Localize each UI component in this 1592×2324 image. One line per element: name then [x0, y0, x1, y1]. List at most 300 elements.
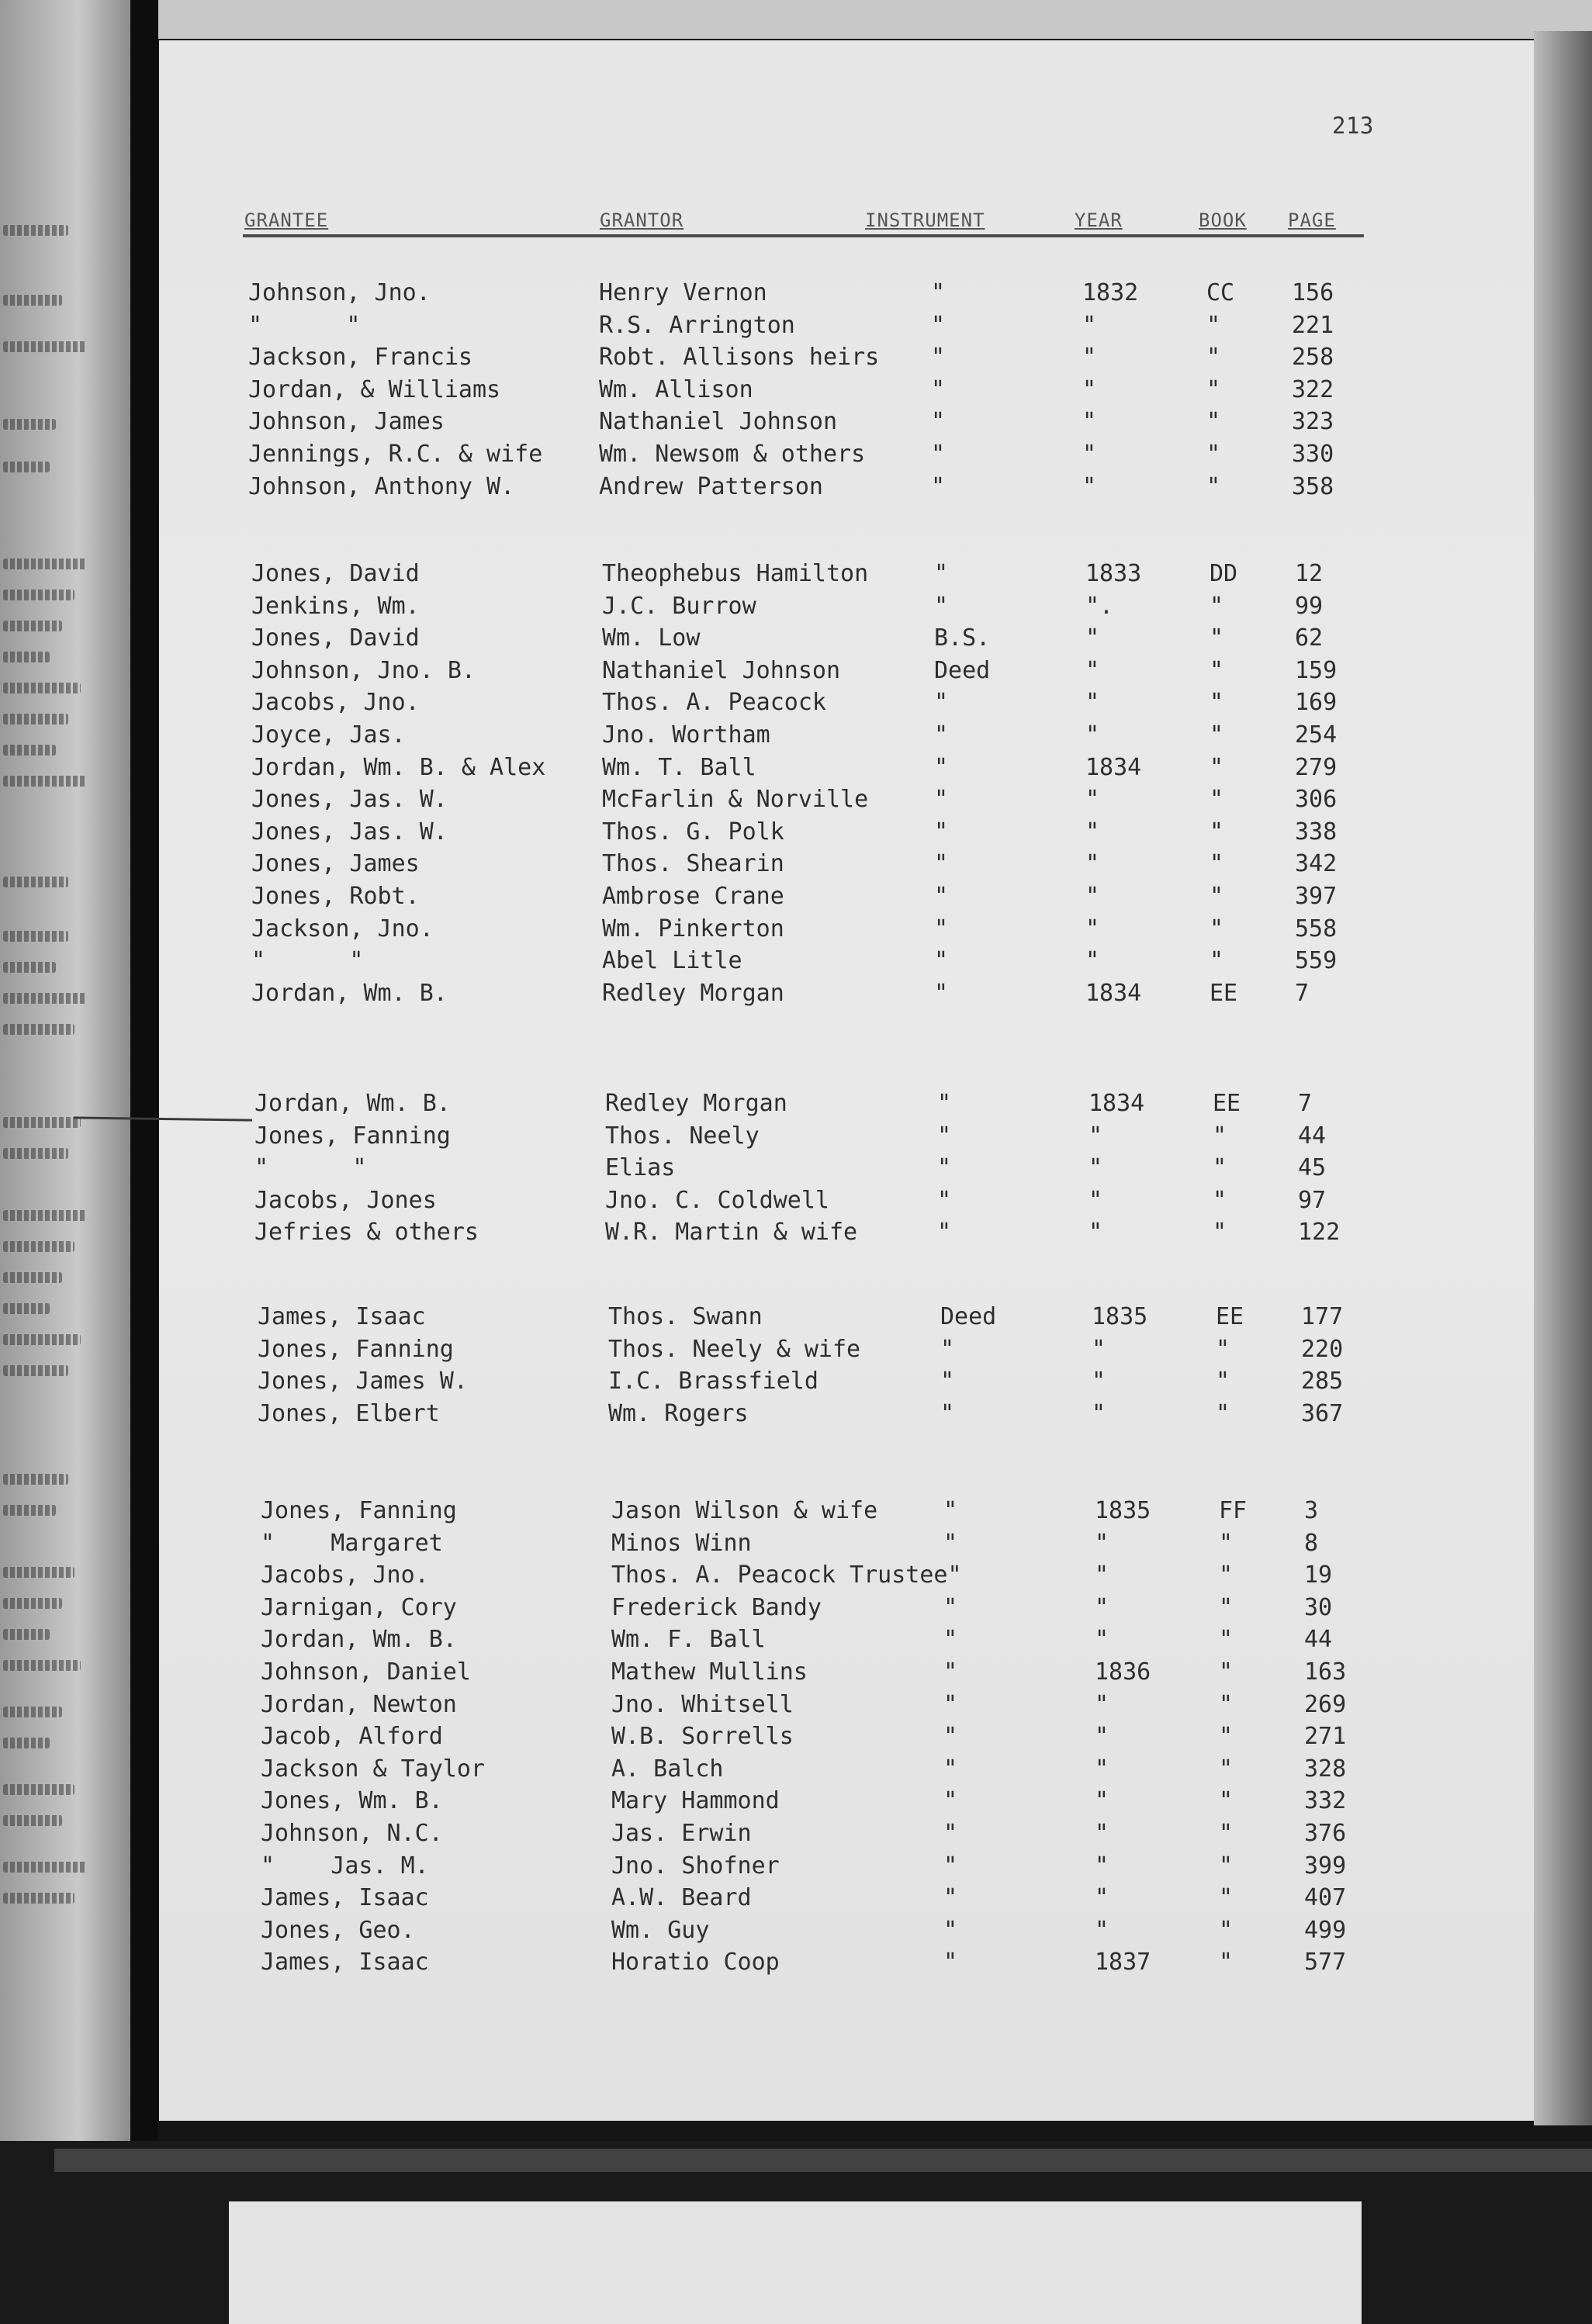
cell-page: 99: [1295, 592, 1324, 620]
index-row: [261, 1497, 1378, 1530]
cell-page: 332: [1304, 1787, 1347, 1815]
cell-grantor: W.B. Sorrells: [611, 1723, 794, 1751]
index-row: [254, 1154, 1372, 1187]
cell-instrument: ": [931, 472, 946, 500]
left-facing-page: [0, 0, 130, 2141]
left-page-text-fragment: [3, 877, 68, 887]
cell-grantor: Wm. F. Ball: [611, 1626, 766, 1654]
cell-page: 358: [1292, 472, 1334, 500]
cell-grantor: Wm. Allison: [599, 375, 753, 403]
cell-book: EE: [1216, 1303, 1244, 1330]
index-row: [251, 786, 1369, 818]
cell-page: 328: [1304, 1755, 1347, 1783]
left-page-text-fragment: [3, 1738, 50, 1748]
cell-instrument: ": [934, 689, 949, 717]
cell-book: ": [1210, 624, 1224, 652]
cell-year: ": [1085, 721, 1100, 749]
left-page-text-fragment: [3, 1893, 74, 1904]
cell-year: ": [1095, 1561, 1109, 1589]
index-row: [254, 1122, 1372, 1155]
cell-grantor: Jno. C. Coldwell: [605, 1186, 829, 1214]
cell-page: 558: [1295, 915, 1338, 942]
cell-grantor: Andrew Patterson: [599, 472, 823, 500]
cell-page: 62: [1295, 624, 1324, 652]
cell-page: 254: [1295, 721, 1338, 749]
cell-year: ": [1095, 1787, 1109, 1815]
cell-grantee: Jones, David: [251, 624, 420, 652]
index-row: [248, 376, 1365, 409]
index-row: [251, 883, 1369, 915]
cell-grantee: Jarnigan, Cory: [261, 1593, 457, 1621]
cell-book: ": [1216, 1335, 1230, 1363]
cell-year: ": [1082, 344, 1097, 372]
cell-grantee: Jefries & others: [254, 1219, 479, 1247]
cell-year: ": [1095, 1820, 1109, 1847]
cell-grantor: A.W. Beard: [611, 1884, 752, 1912]
cell-instrument: B.S.: [934, 624, 991, 652]
left-page-text-fragment: [3, 295, 62, 306]
cell-instrument: ": [943, 1949, 958, 1976]
cell-page: 271: [1304, 1723, 1347, 1751]
cell-book: ": [1206, 408, 1221, 436]
cell-grantee: Jones, Geo.: [261, 1916, 415, 1944]
cell-grantee: Jones, Robt.: [251, 883, 420, 910]
cell-grantee: " ": [251, 947, 364, 975]
cell-book: ": [1210, 656, 1224, 684]
cell-page: 376: [1304, 1820, 1347, 1847]
cell-page: 342: [1295, 850, 1338, 878]
cell-book: CC: [1206, 279, 1235, 306]
cell-grantee: Jordan, Wm. B.: [261, 1626, 457, 1654]
cell-grantee: " Jas. M.: [261, 1852, 429, 1880]
left-page-text-fragment: [3, 621, 62, 631]
cell-book: ": [1210, 915, 1224, 942]
cell-instrument: ": [934, 883, 949, 910]
cell-instrument: ": [943, 1529, 958, 1557]
cell-instrument: ": [934, 721, 949, 749]
cell-year: ": [1085, 850, 1100, 878]
cell-book: DD: [1210, 560, 1238, 587]
cell-grantor: Wm. Pinkerton: [602, 915, 784, 942]
cell-instrument: ": [931, 408, 946, 436]
cell-grantor: Wm. Guy: [611, 1916, 710, 1944]
cell-instrument: Deed: [940, 1303, 997, 1330]
cell-grantee: James, Isaac: [261, 1884, 429, 1912]
header-page: PAGE: [1288, 209, 1336, 231]
cell-book: ": [1213, 1219, 1227, 1247]
cell-book: FF: [1219, 1497, 1248, 1524]
book-binding: [130, 0, 158, 2141]
index-row: [261, 1626, 1378, 1658]
index-row: [254, 1219, 1372, 1251]
cell-page: 122: [1298, 1219, 1341, 1247]
cell-page: 156: [1292, 279, 1334, 306]
cell-year: ": [1092, 1335, 1106, 1363]
cell-instrument: ": [937, 1122, 952, 1150]
cell-page: 330: [1292, 441, 1334, 468]
cell-page: 279: [1295, 753, 1338, 781]
cell-grantee: Jacobs, Jones: [254, 1186, 437, 1214]
index-row: [261, 1530, 1378, 1562]
cell-grantor: Wm. Rogers: [608, 1399, 749, 1427]
index-row: [261, 1561, 1378, 1594]
left-page-text-fragment: [3, 931, 68, 942]
cell-year: ": [1085, 818, 1100, 846]
cell-grantee: Jenkins, Wm.: [251, 592, 420, 620]
cell-grantor: Mary Hammond: [611, 1787, 780, 1815]
left-page-text-fragment: [3, 1148, 68, 1159]
left-page-text-fragment: [3, 419, 56, 430]
cell-book: ": [1219, 1690, 1234, 1718]
index-row: [248, 279, 1365, 312]
cell-year: 1836: [1095, 1658, 1151, 1686]
cell-grantor: Mathew Mullins: [611, 1658, 808, 1686]
cell-page: 163: [1304, 1658, 1347, 1686]
cell-book: ": [1206, 311, 1221, 339]
cell-grantor: Thos. Shearin: [602, 850, 784, 878]
cell-instrument: ": [943, 1593, 958, 1621]
left-page-text-fragment: [3, 1784, 74, 1795]
left-page-text-fragment: [3, 1024, 74, 1035]
cell-year: ": [1092, 1368, 1106, 1395]
index-row: [251, 980, 1369, 1012]
bottom-rule: [54, 2149, 1592, 2172]
cell-book: ": [1210, 883, 1224, 910]
cell-grantor: Jno. Whitsell: [611, 1690, 794, 1718]
cell-year: ": [1082, 472, 1097, 500]
index-row: [248, 441, 1365, 473]
cell-instrument: ": [943, 1690, 958, 1718]
cell-page: 44: [1304, 1626, 1333, 1654]
cell-book: ": [1219, 1884, 1234, 1912]
cell-instrument: ": [931, 311, 946, 339]
cell-instrument: ": [931, 441, 946, 468]
index-row: [261, 1658, 1378, 1691]
cell-year: ": [1088, 1154, 1103, 1182]
header-grantor: GRANTOR: [600, 209, 684, 231]
cell-book: ": [1206, 344, 1221, 372]
cell-year: 1835: [1092, 1303, 1148, 1330]
cell-book: ": [1206, 441, 1221, 468]
cell-instrument: ": [943, 1916, 958, 1944]
cell-page: 577: [1304, 1949, 1347, 1976]
cell-instrument: ": [934, 786, 949, 814]
cell-grantee: Jones, James W.: [258, 1368, 468, 1395]
header-grantee: GRANTEE: [244, 209, 329, 231]
left-page-text-fragment: [3, 1660, 81, 1671]
index-row: [248, 312, 1365, 344]
left-page-text-fragment: [3, 1815, 62, 1826]
cell-book: ": [1210, 850, 1224, 878]
cell-grantee: James, Isaac: [261, 1949, 429, 1976]
cell-grantor: Theophebus Hamilton: [602, 560, 869, 587]
cell-year: ": [1088, 1219, 1103, 1247]
cell-grantor: Minos Winn: [611, 1529, 752, 1557]
page-edge-shadow: [1534, 31, 1592, 2125]
cell-grantee: Johnson, N.C.: [261, 1820, 443, 1847]
cell-grantor: Frederick Bandy: [611, 1593, 822, 1621]
left-page-text-fragment: [3, 776, 87, 787]
header-year: YEAR: [1075, 209, 1123, 231]
cell-book: ": [1210, 689, 1224, 717]
cell-book: ": [1219, 1658, 1234, 1686]
left-page-text-fragment: [3, 714, 68, 725]
cell-grantee: James, Isaac: [258, 1303, 426, 1330]
cell-book: ": [1219, 1916, 1234, 1944]
cell-book: ": [1219, 1852, 1234, 1880]
cell-page: 407: [1304, 1884, 1347, 1912]
cell-year: ": [1092, 1399, 1106, 1427]
cell-grantee: Jordan, Wm. B.: [254, 1090, 451, 1117]
header-book: BOOK: [1199, 209, 1247, 231]
index-row: [251, 721, 1369, 754]
left-page-text-fragment: [3, 1474, 68, 1485]
header-instrument: INSTRUMENT: [865, 209, 985, 231]
left-page-text-fragment: [3, 559, 87, 569]
cell-page: 220: [1301, 1335, 1344, 1363]
cell-grantee: Johnson, James: [248, 408, 445, 436]
cell-page: 159: [1295, 656, 1338, 684]
cell-instrument: ": [943, 1626, 958, 1654]
cell-page: 169: [1295, 689, 1338, 717]
cell-year: ": [1082, 408, 1097, 436]
cell-instrument: ": [934, 818, 949, 846]
cell-year: 1834: [1085, 753, 1142, 781]
cell-book: ": [1219, 1529, 1234, 1557]
cell-page: 323: [1292, 408, 1334, 436]
cell-year: ": [1095, 1690, 1109, 1718]
left-page-text-fragment: [3, 1334, 81, 1345]
cell-grantee: Jackson & Taylor: [261, 1755, 485, 1783]
cell-grantee: Jordan, Wm. B.: [251, 979, 448, 1007]
cell-grantee: Jones, Jas. W.: [251, 786, 448, 814]
index-row: [248, 408, 1365, 441]
cell-instrument: ": [943, 1723, 958, 1751]
cell-grantee: " Margaret: [261, 1529, 443, 1557]
cell-instrument: ": [940, 1368, 955, 1395]
cell-grantee: Joyce, Jas.: [251, 721, 406, 749]
cell-page: 97: [1298, 1186, 1327, 1214]
cell-year: ".: [1085, 592, 1114, 620]
left-page-text-fragment: [3, 1210, 87, 1221]
cell-grantee: Jennings, R.C. & wife: [248, 441, 543, 468]
cell-book: ": [1219, 1787, 1234, 1815]
cell-year: ": [1085, 786, 1100, 814]
cell-page: 7: [1298, 1090, 1313, 1117]
cell-grantor: Redley Morgan: [602, 979, 784, 1007]
cell-instrument: ": [943, 1787, 958, 1815]
cell-book: ": [1219, 1723, 1234, 1751]
cell-page: 258: [1292, 344, 1334, 372]
left-page-text-fragment: [3, 225, 68, 236]
cell-grantor: Elias: [605, 1154, 676, 1182]
cell-page: 269: [1304, 1690, 1347, 1718]
cell-book: ": [1206, 375, 1221, 403]
cell-year: ": [1085, 883, 1100, 910]
index-row: [258, 1336, 1375, 1368]
cell-book: EE: [1213, 1090, 1241, 1117]
cell-grantor: Abel Litle: [602, 947, 742, 975]
index-row: [251, 689, 1369, 721]
cell-year: ": [1082, 441, 1097, 468]
top-edge: [158, 0, 1592, 39]
left-page-text-fragment: [3, 1303, 50, 1314]
index-row: [261, 1820, 1378, 1852]
left-page-text-fragment: [3, 1365, 68, 1376]
cell-grantee: Jones, David: [251, 560, 420, 587]
cell-grantor: Wm. Low: [602, 624, 701, 652]
left-page-text-fragment: [3, 1272, 62, 1283]
cell-book: ": [1213, 1186, 1227, 1214]
cell-year: 1835: [1095, 1497, 1151, 1524]
cell-grantor: J.C. Burrow: [602, 592, 756, 620]
cell-page: 19: [1304, 1561, 1333, 1589]
cell-year: ": [1088, 1186, 1103, 1214]
cell-grantee: Jones, Fanning: [258, 1335, 454, 1363]
cell-year: 1837: [1095, 1949, 1151, 1976]
index-row: [251, 915, 1369, 948]
cell-instrument: ": [931, 375, 946, 403]
cell-grantee: Jackson, Jno.: [251, 915, 434, 942]
left-page-text-fragment: [3, 1117, 81, 1128]
cell-grantor: Thos. A. Peacock: [602, 689, 826, 717]
index-row: [261, 1755, 1378, 1788]
cell-instrument: ": [934, 592, 949, 620]
cell-book: ": [1216, 1399, 1230, 1427]
cell-page: 7: [1295, 979, 1310, 1007]
cell-grantor: Thos. Neely: [605, 1122, 760, 1150]
cell-instrument: ": [940, 1335, 955, 1363]
cell-grantee: Jones, Wm. B.: [261, 1787, 443, 1815]
index-row: [251, 818, 1369, 851]
cell-grantor: Nathaniel Johnson: [599, 408, 838, 436]
index-row: [261, 1852, 1378, 1885]
cell-page: 306: [1295, 786, 1338, 814]
index-row: [261, 1949, 1378, 1981]
cell-book: ": [1210, 818, 1224, 846]
cell-book: ": [1210, 592, 1224, 620]
left-page-text-fragment: [3, 1567, 74, 1578]
cell-instrument: ": [943, 1820, 958, 1847]
left-page-text-fragment: [3, 683, 81, 693]
header-underline: [243, 234, 1364, 237]
cell-year: ": [1095, 1626, 1109, 1654]
cell-grantor: W.R. Martin & wife: [605, 1219, 858, 1247]
cell-grantee: Jones, James: [251, 850, 420, 878]
index-row: [261, 1723, 1378, 1755]
index-row: [248, 344, 1365, 376]
cell-page: 30: [1304, 1593, 1333, 1621]
cell-grantor: Jason Wilson & wife: [611, 1497, 878, 1524]
index-row: [258, 1303, 1375, 1336]
left-page-text-fragment: [3, 1862, 87, 1873]
cell-grantee: Jones, Elbert: [258, 1399, 440, 1427]
cell-book: ": [1219, 1949, 1234, 1976]
cell-book: ": [1213, 1122, 1227, 1150]
cell-grantee: Johnson, Anthony W.: [248, 472, 515, 500]
cell-grantee: Jones, Fanning: [254, 1122, 451, 1150]
cell-grantor: Nathaniel Johnson: [602, 656, 841, 684]
cell-grantee: Jacob, Alford: [261, 1723, 443, 1751]
cell-page: 8: [1304, 1529, 1319, 1557]
index-row: [261, 1884, 1378, 1917]
cell-grantor: Jas. Erwin: [611, 1820, 752, 1847]
cell-year: ": [1085, 689, 1100, 717]
cell-grantee: Jackson, Francis: [248, 344, 472, 372]
cell-page: 322: [1292, 375, 1334, 403]
cell-instrument: ": [937, 1090, 952, 1117]
cell-instrument: ": [943, 1852, 958, 1880]
index-row: [251, 624, 1369, 657]
cell-page: 397: [1295, 883, 1338, 910]
index-row: [261, 1787, 1378, 1820]
cell-page: 499: [1304, 1916, 1347, 1944]
cell-grantor: Thos. Swann: [608, 1303, 763, 1330]
left-page-text-fragment: [3, 745, 56, 756]
index-row: [251, 657, 1369, 690]
cell-page: 338: [1295, 818, 1338, 846]
cell-book: ": [1219, 1626, 1234, 1654]
cell-grantor: Thos. A. Peacock Trustee": [611, 1561, 962, 1589]
index-row: [261, 1917, 1378, 1949]
cell-year: ": [1095, 1884, 1109, 1912]
cell-book: ": [1210, 753, 1224, 781]
index-row: [261, 1594, 1378, 1627]
cell-book: EE: [1210, 979, 1238, 1007]
left-page-text-fragment: [3, 462, 50, 472]
cell-grantee: Jacobs, Jno.: [251, 689, 420, 717]
index-row: [258, 1400, 1375, 1433]
cell-year: ": [1085, 656, 1100, 684]
left-page-text-fragment: [3, 1505, 56, 1516]
left-page-text-fragment: [3, 962, 56, 973]
cell-instrument: ": [934, 560, 949, 587]
cell-page: 367: [1301, 1399, 1344, 1427]
cell-year: ": [1088, 1122, 1103, 1150]
left-page-text-fragment: [3, 1629, 50, 1640]
cell-grantor: Horatio Coop: [611, 1949, 780, 1976]
cell-grantee: " ": [254, 1154, 367, 1182]
cell-book: ": [1210, 947, 1224, 975]
index-row: [251, 560, 1369, 593]
cell-grantor: Redley Morgan: [605, 1090, 787, 1117]
cell-year: ": [1095, 1916, 1109, 1944]
cell-grantor: R.S. Arrington: [599, 311, 795, 339]
cell-grantor: McFarlin & Norville: [602, 786, 869, 814]
cell-grantee: Jones, Jas. W.: [251, 818, 448, 846]
cell-book: ": [1219, 1755, 1234, 1783]
cell-grantee: " ": [248, 311, 361, 339]
cell-grantee: Jones, Fanning: [261, 1497, 457, 1524]
index-row: [248, 473, 1365, 506]
cell-grantee: Jacobs, Jno.: [261, 1561, 429, 1589]
under-sheet: [229, 2201, 1362, 2324]
cell-instrument: ": [931, 279, 946, 306]
index-row: [251, 754, 1369, 787]
cell-grantor: Robt. Allisons heirs: [599, 344, 880, 372]
cell-year: ": [1085, 624, 1100, 652]
cell-year: ": [1095, 1852, 1109, 1880]
index-row: [254, 1090, 1372, 1122]
cell-book: ": [1213, 1154, 1227, 1182]
cell-instrument: ": [943, 1755, 958, 1783]
left-page-text-fragment: [3, 1598, 62, 1609]
cell-instrument: ": [934, 850, 949, 878]
cell-grantee: Johnson, Jno.: [248, 279, 431, 306]
index-row: [251, 593, 1369, 625]
cell-grantor: Thos. G. Polk: [602, 818, 784, 846]
cell-year: ": [1095, 1529, 1109, 1557]
